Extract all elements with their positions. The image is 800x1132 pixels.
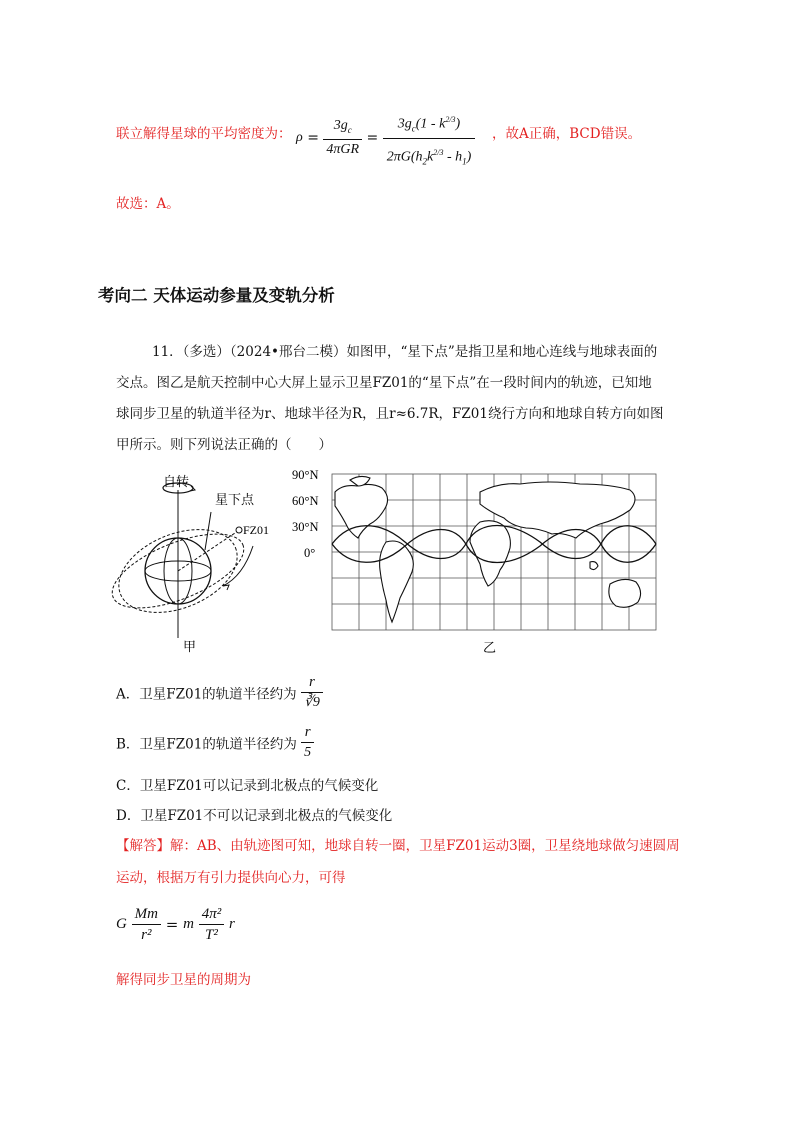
lat-label-90: 90°N bbox=[292, 468, 319, 482]
eq-rhs-frac bbox=[199, 904, 225, 945]
frac2-den-h2: h bbox=[415, 150, 423, 166]
option-a-den: ∛9 bbox=[303, 695, 320, 710]
eq-lhs-den: r² bbox=[141, 927, 152, 943]
solution-line-2: 运动，根据万有引力提供向心力，可得 bbox=[116, 870, 346, 886]
label-rotation: 自转 bbox=[163, 474, 190, 489]
option-a-text: A．卫星FZ01的轨道半径约为 bbox=[116, 686, 297, 703]
option-b-num: r bbox=[301, 722, 314, 743]
africa bbox=[470, 521, 510, 586]
eq-rhs-num: 4π² bbox=[199, 904, 225, 925]
caption-yi: 乙 bbox=[483, 640, 497, 655]
question-stem bbox=[116, 337, 710, 461]
australia bbox=[609, 579, 641, 607]
section-title: 考向二 天体运动参量及变轨分析 bbox=[98, 286, 335, 305]
orbit-2 bbox=[105, 519, 253, 623]
eq-sign-1: = bbox=[307, 129, 319, 146]
frac1-den: 4πGR bbox=[326, 142, 360, 158]
density-result-line bbox=[116, 122, 292, 142]
eq-rhs-den: T² bbox=[205, 927, 218, 943]
lat-label-0: 0° bbox=[304, 546, 316, 560]
option-a-frac bbox=[301, 672, 323, 713]
question-line-1: 11．（多选）（2024•邢台二模）如图甲，“星下点”是指卫星和地心连线与地球表面的 bbox=[152, 344, 658, 360]
eq-r: r bbox=[229, 916, 235, 932]
option-b-text: B．卫星FZ01的轨道半径约为 bbox=[116, 736, 297, 753]
orbit-direction-arrow bbox=[223, 546, 253, 586]
frac2-den-h1: h bbox=[455, 150, 463, 166]
label-sat: FZ01 bbox=[243, 523, 270, 537]
option-c: C．卫星FZ01可以记录到北极点的气候变化 bbox=[116, 778, 379, 794]
gravitation-equation bbox=[116, 904, 235, 945]
map-continents bbox=[335, 476, 641, 622]
frac2-num-a: 3g bbox=[397, 116, 412, 132]
label-subpoint: 星下点 bbox=[215, 492, 255, 507]
frac2-den-exp: 2/3 bbox=[433, 148, 444, 158]
eq-sign-2: = bbox=[366, 129, 379, 146]
eq-equals: = bbox=[165, 915, 179, 934]
frac2-num-c: ) bbox=[455, 116, 461, 132]
question-line-4: 甲所示。则下列说法正确的（ ） bbox=[116, 437, 332, 453]
answer-line: 故选：A。 bbox=[116, 196, 180, 212]
frac2-den-h2-sub: 2 bbox=[422, 156, 427, 167]
option-d: D．卫星FZ01不可以记录到北极点的气候变化 bbox=[116, 808, 393, 824]
eq-g: G bbox=[116, 916, 127, 932]
frac1-num-sub: c bbox=[347, 124, 352, 135]
frac2-den-close: ) bbox=[466, 150, 472, 166]
density-frac-2 bbox=[383, 104, 476, 172]
lat-label-60: 60°N bbox=[292, 494, 319, 508]
option-b bbox=[116, 722, 314, 763]
eq-m: m bbox=[183, 916, 194, 932]
frac2-num-sub: c bbox=[411, 123, 416, 134]
frac2-num-b: (1 - k bbox=[415, 116, 446, 132]
density-tail: ，故A正确，BCD错误。 bbox=[492, 126, 642, 142]
option-a-num: r bbox=[301, 672, 323, 693]
rho-symbol: ρ bbox=[296, 129, 303, 145]
option-a bbox=[116, 672, 323, 713]
north-america bbox=[335, 484, 388, 538]
density-frac-1 bbox=[323, 116, 362, 161]
question-line-2: 交点。图乙是航天控制中心大屏上显示卫星FZ01的“星下点”在一段时间内的轨迹，已知地 bbox=[116, 375, 652, 391]
solution-line-3: 解得同步卫星的周期为 bbox=[116, 972, 251, 988]
figure-jia bbox=[105, 468, 290, 653]
density-lead-text: 联立解得星球的平均密度为： bbox=[116, 126, 292, 142]
lat-label-30: 30°N bbox=[292, 520, 319, 534]
eq-lhs-frac bbox=[132, 904, 161, 945]
frac2-den-minus: - bbox=[443, 150, 456, 166]
frac2-den-a: 2πG( bbox=[386, 150, 416, 166]
frac2-num-exp: 2/3 bbox=[445, 115, 456, 124]
figure-yi bbox=[290, 462, 670, 657]
question-line-3: 球同步卫星的轨道半径为r、地球半径为R，且r≈6.7R，FZ01绕行方向和地球自转方向如图 bbox=[116, 406, 664, 422]
option-b-den: 5 bbox=[304, 745, 312, 760]
frac2-den-h1-sub: 1 bbox=[462, 156, 467, 167]
solution-line-1: 【解答】解：AB、由轨迹图可知，地球自转一圈，卫星FZ01运动3圈，卫星绕地球做匀速圆周 bbox=[116, 838, 680, 854]
density-formula bbox=[296, 104, 475, 172]
caption-jia: 甲 bbox=[183, 639, 197, 653]
frac1-num: 3g bbox=[333, 117, 348, 133]
option-b-frac bbox=[301, 722, 314, 763]
sat-icon bbox=[236, 527, 242, 533]
frac2-den-k: k bbox=[427, 150, 434, 166]
eq-lhs-num: Mm bbox=[132, 904, 161, 925]
